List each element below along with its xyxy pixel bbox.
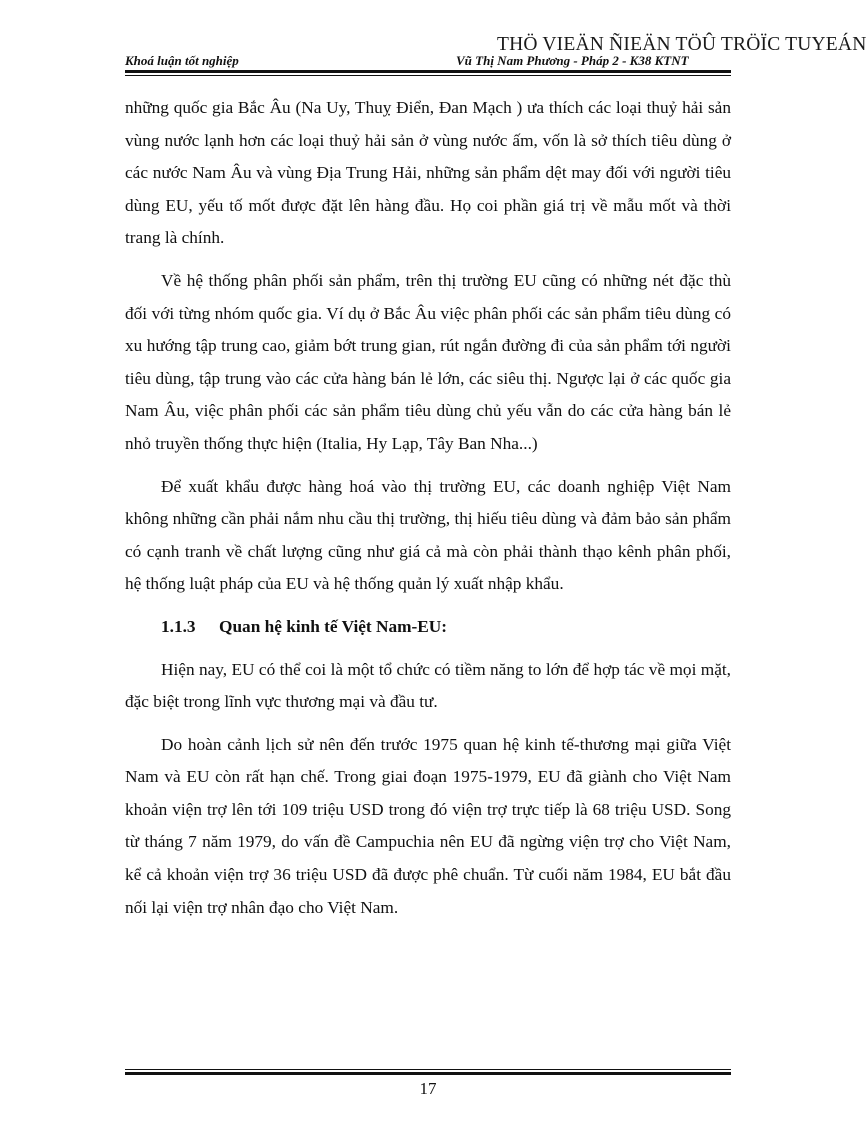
watermark-text: THÖ VIEÄN ÑIEÄN TÖÛ TRÖÏC TUYEÁN [497,34,866,55]
header-rule-thin [125,75,731,76]
body-paragraph-2: Về hệ thống phân phối sản phẩm, trên thị trường EU cũng có những nét đặc thù đối với từng nhóm quốc gia. Ví dụ ở Bắc Âu việc phân phối các sản phẩm tiêu dùng có xu hướng tập trung cao, giảm bớt trung gian, rút ngắn đường đi của sản phẩm tới người tiêu dùng, tập trung vào các cửa hàng bán lẻ lớn, các siêu thị. Ngược lại ở các quốc gia Nam Âu, việc phân phối các sản phẩm tiêu dùng chủ yếu vẫn do các cửa hàng bán lẻ nhỏ truyền thống thực hiện (Italia, Hy Lạp, Tây Ban Nha...) [125,270,731,453]
section-paragraph-1: Hiện nay, EU có thể coi là một tổ chức có tiềm năng to lớn để hợp tác về mọi mặt, đặc biệt trong lĩnh vực thương mại và đầu tư. [125,659,731,712]
section-number: 1.1.3 [161,616,196,636]
section-paragraph-2: Do hoàn cảnh lịch sử nên đến trước 1975 quan hệ kinh tế-thương mại giữa Việt Nam và EU còn rất hạn chế. Trong giai đoạn 1975-1979, EU đã giành cho Việt Nam khoản viện trợ lên tới 109 triệu USD trong đó viện trợ trực tiếp là 68 triệu USD. Song từ tháng 7 năm 1979, do vấn đề Campuchia nên EU đã ngừng viện trợ cho Việt Nam, kể cả khoản viện trợ 36 triệu USD đã được phê chuẩn. Từ cuối năm 1984, EU bắt đầu nối lại viện trợ nhân đạo cho Việt Nam. [125,734,731,917]
body-paragraph-3: Để xuất khẩu được hàng hoá vào thị trường EU, các doanh nghiệp Việt Nam không những cần phải nắm nhu cầu thị trường, thị hiếu tiêu dùng và đảm bảo sản phẩm có cạnh tranh về chất lượng cũng như giá cả mà còn phải thành thạo kênh phân phối, hệ thống luật pháp của EU và hệ thống quản lý xuất nhập khẩu. [125,476,731,594]
section-title: Quan hệ kinh tế Việt Nam-EU: [219,616,448,636]
section-heading [125,611,731,644]
page-number: 17 [419,1079,437,1098]
body-paragraph-1: những quốc gia Bắc Âu (Na Uy, Thuỵ Điển, Đan Mạch ) ưa thích các loại thuỷ hải sản vùng nước lạnh hơn các loại thuỷ hải sản ở vùng nước ấm, vốn là sở thích tiêu dùng ở các nước Nam Âu và vùng Địa Trung Hải, những sản phẩm dệt may đối với người tiêu dùng EU, yếu tố mốt được đặt lên hàng đầu. Họ coi phần giá trị về mẫu mốt và thời trang là chính. [125,98,731,248]
page-body [125,92,731,934]
header-author-label: Vũ Thị Nam Phương - Pháp 2 - K38 KTNT [456,53,689,68]
footer-rule-thin [125,1069,731,1070]
header-thesis-label: Khoá luận tốt nghiệp [125,53,239,68]
header-rule-thick [125,70,731,73]
footer-rule-thick [125,1072,731,1075]
